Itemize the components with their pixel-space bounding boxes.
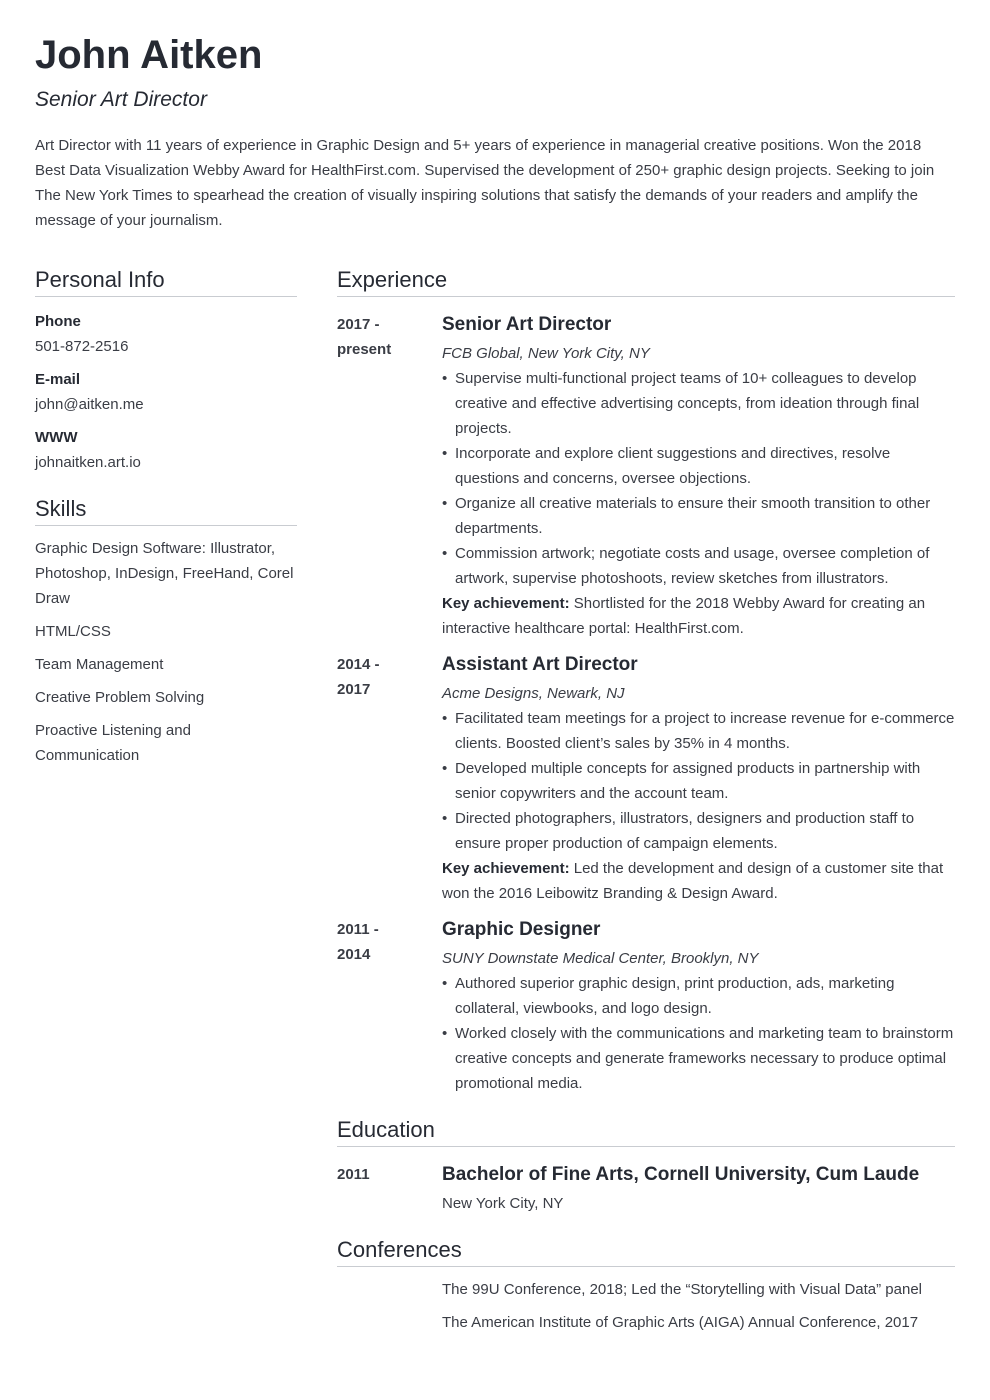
- job-bullet: • Developed multiple concepts for assigned products in partnership with senior copywriters and the account team.: [442, 756, 955, 806]
- www-label: WWW: [35, 429, 78, 446]
- education-location: New York City, NY: [442, 1195, 564, 1212]
- email-label: E-mail: [35, 371, 81, 388]
- job-dates: [337, 652, 427, 702]
- skill-item: HTML/CSS: [35, 623, 111, 640]
- key-achievement: [442, 856, 955, 906]
- left-column: [35, 266, 297, 768]
- date-from: 2017 -: [337, 316, 380, 333]
- education-title: Education: [337, 1116, 955, 1147]
- job-title: Senior Art Director: [442, 314, 612, 335]
- email-value: john@aitken.me: [35, 396, 144, 413]
- key-achievement: [442, 591, 955, 641]
- job-bullet: • Incorporate and explore client suggestions and directives, resolve questions and concerns, oversee objections.: [442, 441, 955, 491]
- summary: Art Director with 11 years of experience in Graphic Design and 5+ years of experience in managerial creative positions. Won the 2018 Best Data Visualization Webby Award for HealthFirst.com. Supervised the development of 250+ graphic design projects. Seeking to join The New York Times to spearhead the creation of visually inspiring solutions that satisfy the demands of your readers and amplify the message of your journalism.: [35, 137, 935, 229]
- candidate-name: John Aitken: [35, 33, 263, 77]
- date-to: 2014: [337, 946, 371, 963]
- skill-item: Creative Problem Solving: [35, 689, 205, 706]
- education-year: 2011: [337, 1166, 370, 1183]
- job-bullet: • Supervise multi-functional project teams of 10+ colleagues to develop creative and effective advertising concepts, from ideation through final projects.: [442, 366, 955, 441]
- job-bullet: • Directed photographers, illustrators, designers and production staff to ensure proper production of campaign elements.: [442, 806, 955, 856]
- phone-block: [35, 309, 297, 359]
- personal-info-title: Personal Info: [35, 266, 297, 297]
- conferences-list: [337, 1277, 955, 1335]
- degree-title: Bachelor of Fine Arts, Cornell University, Cum Laude: [442, 1164, 920, 1185]
- key-achievement-text: Led the development and design of a customer site that won the 2016 Leibowitz Branding & Design Award.: [442, 860, 944, 902]
- job-bullet: • Commission artwork; negotiate costs and usage, oversee completion of artwork, supervise photoshoots, review sketches from illustrators.: [442, 541, 955, 591]
- key-achievement-text: Shortlisted for the 2018 Webby Award for creating an interactive healthcare portal: HealthFirst.com.: [442, 595, 926, 637]
- job-bullet: • Authored superior graphic design, print production, ads, marketing collateral, viewbooks, and logo design.: [442, 971, 955, 1021]
- skills-title: Skills: [35, 495, 297, 526]
- job-bullet: • Facilitated team meetings for a project to increase revenue for e-commerce clients. Boosted client’s sales by 35% in 4 months.: [442, 706, 955, 756]
- experience-entry: [337, 917, 955, 1096]
- conference-item: The 99U Conference, 2018; Led the “Storytelling with Visual Data” panel: [442, 1281, 923, 1298]
- skill-item: Team Management: [35, 656, 164, 673]
- job-title: Assistant Art Director: [442, 654, 638, 675]
- job-company: SUNY Downstate Medical Center, Brooklyn, NY: [442, 950, 759, 967]
- job-company: Acme Designs, Newark, NJ: [442, 685, 625, 702]
- www-block: [35, 425, 297, 475]
- candidate-role: Senior Art Director: [35, 88, 207, 111]
- experience-entry: [337, 652, 955, 906]
- conferences-title: Conferences: [337, 1236, 955, 1267]
- experience-title: Experience: [337, 266, 955, 297]
- job-dates: [337, 312, 427, 362]
- skill-item: Graphic Design Software: Illustrator, Photoshop, InDesign, FreeHand, Corel Draw: [35, 540, 294, 607]
- www-value: johnaitken.art.io: [35, 454, 141, 471]
- education-entry: [337, 1162, 955, 1216]
- resume-header: [35, 32, 955, 233]
- job-company: FCB Global, New York City, NY: [442, 345, 650, 362]
- key-achievement-label: Key achievement:: [442, 595, 570, 612]
- date-from: 2014 -: [337, 656, 380, 673]
- job-dates: [337, 917, 427, 967]
- date-to: 2017: [337, 681, 371, 698]
- skill-item: Proactive Listening and Communication: [35, 722, 191, 764]
- skills-list: [35, 536, 297, 768]
- phone-label: Phone: [35, 313, 81, 330]
- conference-item: The American Institute of Graphic Arts (AIGA) Annual Conference, 2017: [442, 1314, 919, 1331]
- job-bullets: [442, 706, 955, 856]
- date-to: present: [337, 341, 392, 358]
- right-column: [337, 266, 955, 1335]
- email-block: [35, 367, 297, 417]
- job-title: Graphic Designer: [442, 919, 601, 940]
- date-from: 2011 -: [337, 921, 379, 938]
- job-bullet: • Worked closely with the communications and marketing team to brainstorm creative concepts and generate frameworks necessary to produce optimal promotional media.: [442, 1021, 955, 1096]
- experience-entry: [337, 312, 955, 641]
- job-bullets: [442, 971, 955, 1096]
- job-bullet: • Organize all creative materials to ensure their smooth transition to other departments.: [442, 491, 955, 541]
- phone-value: 501-872-2516: [35, 338, 129, 355]
- key-achievement-label: Key achievement:: [442, 860, 570, 877]
- job-bullets: [442, 366, 955, 591]
